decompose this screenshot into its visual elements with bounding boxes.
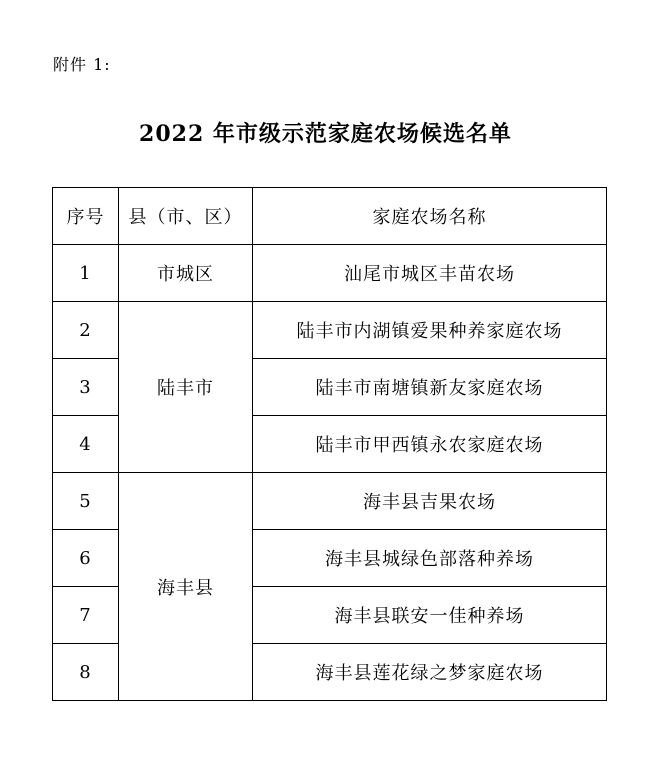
- attachment-label: 附件 1:: [53, 55, 111, 74]
- cell-seq: 1: [53, 245, 119, 302]
- cell-seq: 5: [53, 473, 119, 530]
- header-county: 县（市、区）: [119, 188, 253, 245]
- cell-seq: 7: [53, 587, 119, 644]
- farm-candidate-table: [52, 187, 607, 701]
- header-farm-name: 家庭农场名称: [253, 188, 607, 245]
- cell-seq: 4: [53, 416, 119, 473]
- cell-county: 陆丰市: [119, 302, 253, 473]
- cell-farm-name: 海丰县莲花绿之梦家庭农场: [253, 644, 607, 701]
- cell-seq: 3: [53, 359, 119, 416]
- cell-farm-name: 陆丰市甲西镇永农家庭农场: [253, 416, 607, 473]
- cell-farm-name: 海丰县吉果农场: [253, 473, 607, 530]
- document-title: 2022 年市级示范家庭农场候选名单: [139, 121, 512, 147]
- cell-farm-name: 陆丰市南塘镇新友家庭农场: [253, 359, 607, 416]
- cell-seq: 6: [53, 530, 119, 587]
- table-row: [53, 245, 607, 302]
- cell-farm-name: 海丰县联安一佳种养场: [253, 587, 607, 644]
- cell-farm-name: 陆丰市内湖镇爱果种养家庭农场: [253, 302, 607, 359]
- table-header-row: [53, 188, 607, 245]
- cell-seq: 8: [53, 644, 119, 701]
- table-row: [53, 302, 607, 359]
- cell-farm-name: 汕尾市城区丰苗农场: [253, 245, 607, 302]
- table-row: [53, 473, 607, 530]
- cell-county: 市城区: [119, 245, 253, 302]
- cell-farm-name: 海丰县城绿色部落种养场: [253, 530, 607, 587]
- header-seq: 序号: [53, 188, 119, 245]
- cell-county: 海丰县: [119, 473, 253, 701]
- cell-seq: 2: [53, 302, 119, 359]
